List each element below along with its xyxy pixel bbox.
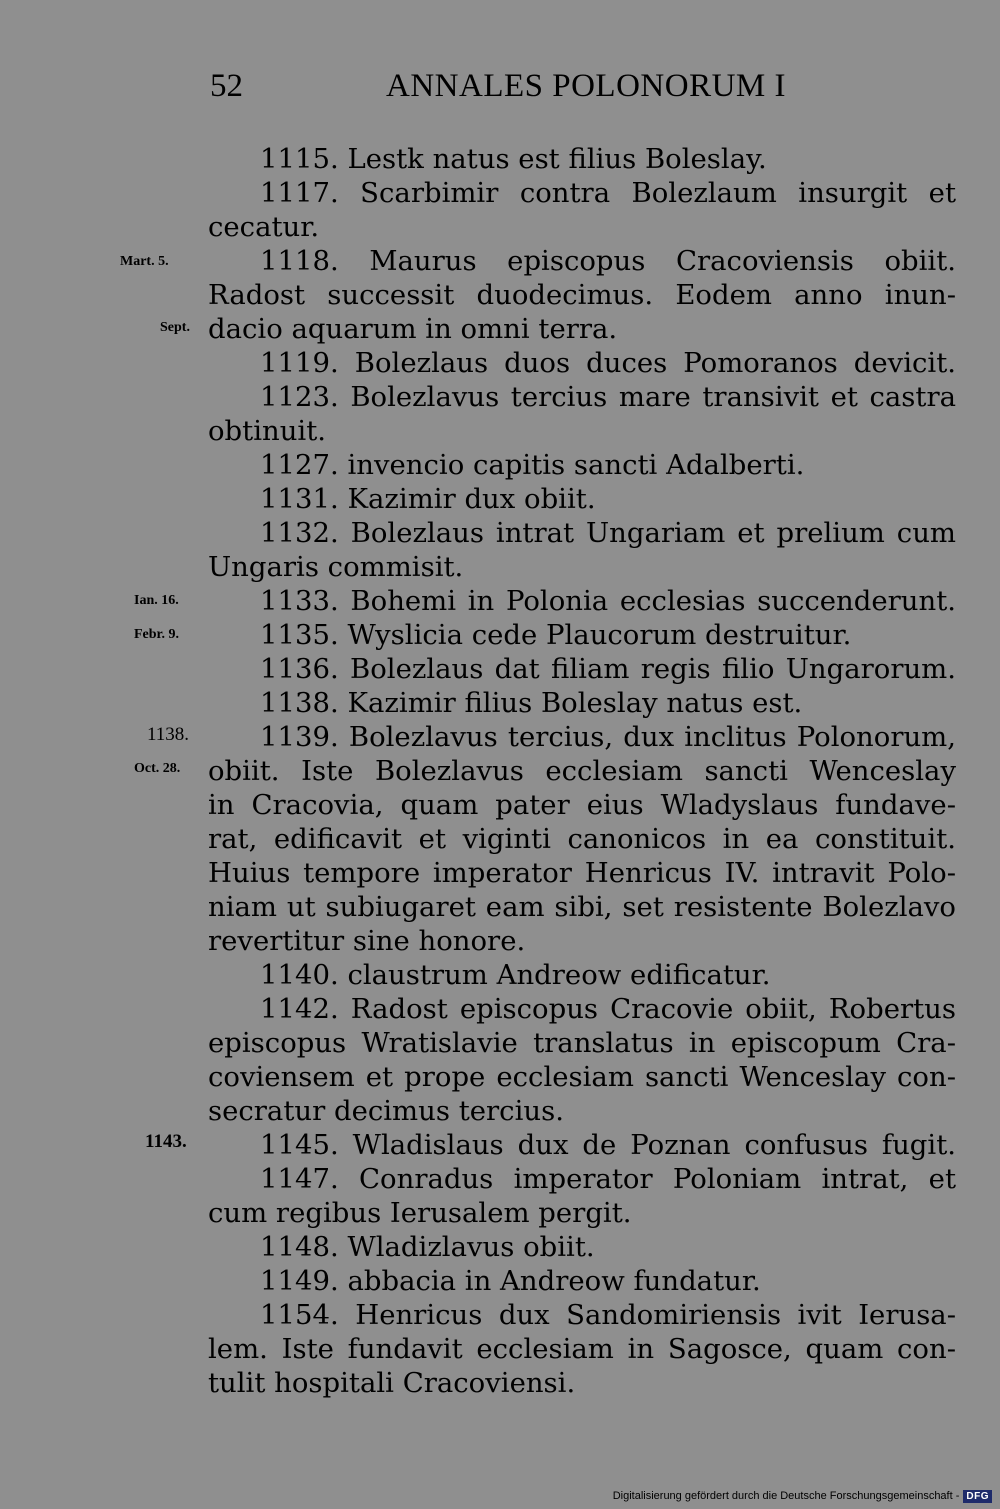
- text-line: 1127. invencio capitis sancti Adalberti.: [260, 449, 805, 481]
- margin-note-sept: Sept.: [160, 320, 190, 335]
- margin-note-mart: Mart. 5.: [120, 254, 169, 269]
- margin-note-febr: Febr. 9.: [134, 627, 179, 642]
- text-line: obiit. Iste Bolezlavus ecclesiam sancti Wenceslay: [208, 755, 956, 787]
- text-line: 1138. Kazimir filius Boleslay natus est.: [260, 687, 803, 719]
- text-line: revertitur sine honore.: [208, 925, 526, 957]
- text-line: rat, edificavit et viginti canonicos in ea constituit.: [208, 823, 956, 855]
- text-line: cum regibus Ierusalem pergit.: [208, 1197, 632, 1229]
- text-line: 1117. Scarbimir contra Bolezlaum insurgit et: [260, 177, 956, 209]
- text-line: cecatur.: [208, 211, 320, 243]
- text-line: 1148. Wladizlavus obiit.: [260, 1231, 595, 1263]
- text-line: obtinuit.: [208, 415, 327, 447]
- text-line: tulit hospitali Cracoviensi.: [208, 1367, 576, 1399]
- dfg-logo-icon: DFG: [963, 1490, 992, 1503]
- text-line: 1118. Maurus episcopus Cracoviensis obiit.: [260, 245, 956, 277]
- text-line: 1135. Wyslicia cede Plaucorum destruitur.: [260, 619, 852, 651]
- text-line: 1115. Lestk natus est filius Boleslay.: [260, 143, 767, 175]
- text-line: 1119. Bolezlaus duos duces Pomoranos devicit.: [260, 347, 956, 379]
- text-line: niam ut subiugaret eam sibi, set resistente Bolezlavo: [208, 891, 956, 923]
- text-line: lem. Iste fundavit ecclesiam in Sagosce, quam con-: [208, 1333, 956, 1365]
- page-number: 52: [210, 68, 243, 104]
- text-line: 1131. Kazimir dux obiit.: [260, 483, 596, 515]
- text-line: episcopus Wratislavie translatus in episcopum Cra-: [208, 1027, 956, 1059]
- text-line: coviensem et prope ecclesiam sancti Wenceslay con-: [208, 1061, 956, 1093]
- text-line: secratur decimus tercius.: [208, 1095, 564, 1127]
- text-line: Radost successit duodecimus. Eodem anno inun-: [208, 279, 956, 311]
- text-line: 1147. Conradus imperator Poloniam intrat, et: [260, 1163, 956, 1195]
- text-line: 1139. Bolezlavus tercius, dux inclitus Polonorum,: [260, 721, 956, 753]
- margin-note-ian: Ian. 16.: [134, 593, 179, 608]
- text-line: 1149. abbacia in Andreow fundatur.: [260, 1265, 761, 1297]
- text-line: dacio aquarum in omni terra.: [208, 313, 618, 345]
- margin-note-1138: 1138.: [147, 724, 190, 745]
- text-line: 1145. Wladislaus dux de Poznan confusus fugit.: [260, 1129, 956, 1161]
- text-line: 1136. Bolezlaus dat filiam regis filio Ungarorum.: [260, 653, 956, 685]
- running-title: ANNALES POLONORUM I: [386, 68, 787, 104]
- text-line: 1133. Bohemi in Polonia ecclesias succenderunt.: [260, 585, 956, 617]
- margin-note-1143: 1143.: [145, 1131, 187, 1152]
- text-line: 1123. Bolezlavus tercius mare transivit et castra: [260, 381, 956, 413]
- text-line: in Cracovia, quam pater eius Wladyslaus fundave-: [208, 789, 956, 821]
- text-line: 1142. Radost episcopus Cracovie obiit, Robertus: [260, 993, 956, 1025]
- text-line: 1140. claustrum Andreow edificatur.: [260, 959, 771, 991]
- text-line: 1132. Bolezlaus intrat Ungariam et prelium cum: [260, 517, 956, 549]
- text-line: Huius tempore imperator Henricus IV. intravit Polo-: [208, 857, 956, 889]
- margin-note-oct: Oct. 28.: [134, 761, 181, 776]
- footer-text: Digitalisierung gefördert durch die Deutsche Forschungsgemeinschaft -: [612, 1490, 960, 1502]
- text-line: Ungaris commisit.: [208, 551, 464, 583]
- digitization-footer: [613, 1485, 992, 1507]
- page-header: [0, 68, 1000, 112]
- text-line: 1154. Henricus dux Sandomiriensis ivit Ierusa-: [260, 1299, 956, 1331]
